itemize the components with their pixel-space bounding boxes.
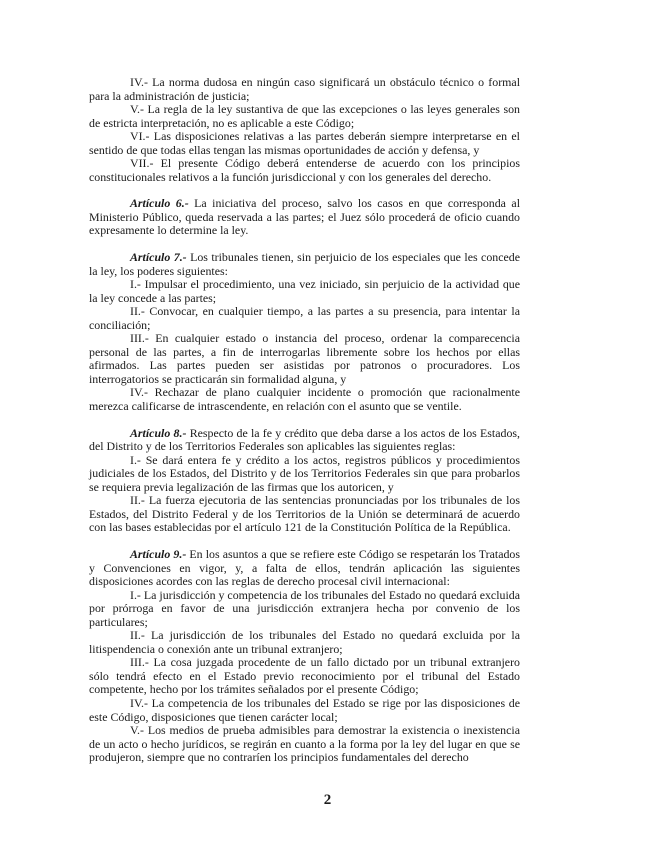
clause-paragraph (89, 130, 520, 157)
paragraph-text: II.- La fuerza ejecutoria de las sentencias pronunciadas por los tribunales de los Estados, del Distrito Federal y de los Territorios de la Unión se determinará de acuerdo con las bases establecidas por el artículo 121 de la Constitución Política de la República. (89, 493, 520, 535)
paragraph-text: I.- Impulsar el procedimiento, una vez iniciado, sin perjuicio de la actividad que la ley concede a las partes; (89, 277, 520, 305)
clause-paragraph (89, 454, 520, 495)
paragraph-text: Los tribunales tienen, sin perjuicio de los especiales que les concede la ley, los poderes siguientes: (89, 250, 520, 278)
document-body (89, 76, 520, 765)
paragraph-text: I.- La jurisdicción y competencia de los tribunales del Estado no quedará excluida por prórroga en favor de una jurisdicción extranjera hecha por convenio de los particulares; (89, 587, 520, 629)
paragraph-text: VII.- El presente Código deberá entenderse de acuerdo con los principios constitucionales relativos a la función jurisdiccional y con los generales del derecho. (89, 156, 520, 184)
clause-paragraph (89, 157, 520, 184)
article-heading: Artículo 7.- (130, 250, 187, 265)
paragraph-text: Respecto de la fe y crédito que deba darse a los actos de los Estados, del Distrito y de los Territorios Federales son aplicables las siguientes reglas: (89, 425, 520, 454)
clause-paragraph (89, 76, 520, 103)
paragraph-text: En los asuntos a que se refiere este Código se respetarán los Tratados y Convenciones en vigor, y, a falta de ellos, tendrán aplicación las siguientes disposiciones acordes con las reglas de derecho procesal civil internacional: (89, 546, 520, 589)
clause-paragraph (89, 494, 520, 535)
paragraph-text: La iniciativa del proceso, salvo los casos en que corresponda al Ministerio Público, queda reservada a las partes; el Juez sólo procederá de oficio cuando expresamente lo determine la ley. (89, 196, 521, 238)
paragraph-text: IV.- La norma dudosa en ningún caso significará un obstáculo técnico o formal para la administración de justicia; (89, 75, 520, 103)
paragraph-text: I.- Se dará entera fe y crédito a los actos, registros públicos y procedimientos judiciales de los Estados, del Distrito y de los Territorios Federales sin que para probarlos se requiera previa legalización de las firmas que los autoricen, y (89, 452, 520, 494)
clause-paragraph (89, 386, 520, 413)
clause-paragraph (89, 656, 520, 697)
clause-paragraph (89, 305, 520, 332)
clause-paragraph (89, 629, 520, 656)
paragraph-text: IV.- La competencia de los tribunales del Estado se rige por las disposiciones de este Código, disposiciones que tienen carácter local; (89, 695, 520, 724)
clause-paragraph (89, 332, 520, 386)
clause-paragraph (89, 724, 520, 765)
clause-paragraph (89, 589, 520, 630)
article-heading: Artículo 9.- (130, 546, 187, 561)
paragraph-text: III.- La cosa juzgada procedente de un fallo dictado por un tribunal extranjero sólo tendrá efecto en el Estado previo reconocimiento por el tribunal del Estado competente, hecho por los trámites señalados por el presente Código; (89, 655, 520, 697)
paragraph-text: II.- Convocar, en cualquier tiempo, a las partes a su presencia, para intentar la conciliación; (89, 304, 520, 332)
article-paragraph (89, 548, 520, 589)
paragraph-text: IV.- Rechazar de plano cualquier incidente o promoción que racionalmente merezca calificarse de intrascendente, en relación con el asunto que se ventile. (89, 385, 520, 414)
clause-paragraph (89, 103, 520, 130)
clause-paragraph (89, 278, 520, 305)
page-number: 2 (323, 792, 332, 808)
paragraph-text: II.- La jurisdicción de los tribunales del Estado no quedará excluida por la litispendencia o conexión ante un tribunal extranjero; (89, 628, 520, 656)
article-heading: Artículo 8.- (130, 425, 187, 440)
paragraph-text: V.- La regla de la ley sustantiva de que las excepciones o las leyes generales son de estricta interpretación, no es aplicable a este Código; (89, 102, 520, 130)
paragraph-text: V.- Los medios de prueba admisibles para demostrar la existencia o inexistencia de un acto o hecho jurídicos, se regirán en cuanto a la forma por la ley del lugar en que se produjeron, siempre que no contraríen los principios fundamentales del derecho (89, 723, 520, 765)
article-paragraph (89, 197, 520, 238)
paragraph-text: VI.- Las disposiciones relativas a las partes deberán siempre interpretarse en el sentido de que todas ellas tengan las mismas oportunidades de acción y defensa, y (89, 129, 520, 157)
article-heading: Artículo 6.- (130, 196, 189, 211)
article-paragraph (89, 427, 520, 454)
paragraph-text: III.- En cualquier estado o instancia del proceso, ordenar la comparecencia personal de las partes, a fin de interrogarlas libremente sobre los hechos por ellas afirmados. Las partes pueden ser asistidas por patronos o procuradores. Los interrogatorios se practicarán sin formalidad alguna, y (89, 331, 520, 386)
clause-paragraph (89, 697, 520, 724)
article-paragraph (89, 251, 520, 278)
